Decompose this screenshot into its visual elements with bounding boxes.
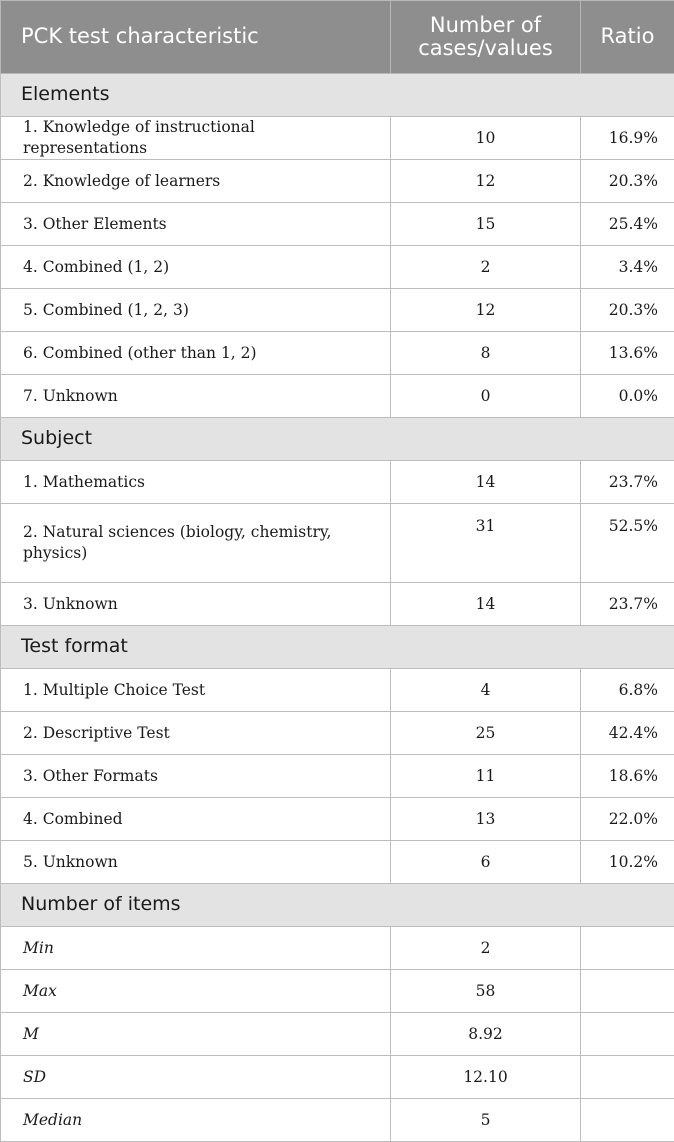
row-ratio: 18.6% xyxy=(581,755,674,798)
row-ratio-empty xyxy=(581,1013,674,1056)
row-ratio-empty xyxy=(581,1099,674,1142)
row-ratio: 25.4% xyxy=(581,203,674,246)
table-row xyxy=(1,117,674,160)
section-row-subject xyxy=(1,418,674,461)
row-ratio: 0.0% xyxy=(581,375,674,418)
section-row-elements xyxy=(1,74,674,117)
row-value: 12 xyxy=(391,160,581,203)
row-ratio: 10.2% xyxy=(581,841,674,884)
row-label: 1. Knowledge of instructional representations xyxy=(1,117,391,160)
row-ratio: 16.9% xyxy=(581,117,674,160)
row-label: 3. Unknown xyxy=(1,583,391,626)
table-row xyxy=(1,504,674,583)
table-row xyxy=(1,461,674,504)
row-ratio: 3.4% xyxy=(581,246,674,289)
table-header xyxy=(1,1,674,74)
row-label: 3. Other Elements xyxy=(1,203,391,246)
row-value: 8 xyxy=(391,332,581,375)
row-value: 4 xyxy=(391,669,581,712)
table-row xyxy=(1,1013,674,1056)
row-label: Min xyxy=(1,927,391,970)
row-label: 2. Knowledge of learners xyxy=(1,160,391,203)
row-label: 1. Multiple Choice Test xyxy=(1,669,391,712)
table-row xyxy=(1,332,674,375)
row-value: 5 xyxy=(391,1099,581,1142)
row-label: Max xyxy=(1,970,391,1013)
table-row xyxy=(1,375,674,418)
row-ratio: 20.3% xyxy=(581,289,674,332)
table-row xyxy=(1,755,674,798)
table-row xyxy=(1,289,674,332)
section-row-test-format xyxy=(1,626,674,669)
row-value: 2 xyxy=(391,246,581,289)
section-title: Number of items xyxy=(1,884,674,927)
table-row xyxy=(1,203,674,246)
row-ratio: 22.0% xyxy=(581,798,674,841)
header-row xyxy=(1,1,674,74)
row-value: 14 xyxy=(391,583,581,626)
table-row xyxy=(1,841,674,884)
header-number-of-cases: Number of cases/values xyxy=(391,1,581,74)
section-title: Elements xyxy=(1,74,674,117)
header-characteristic: PCK test characteristic xyxy=(1,1,391,74)
row-label: 6. Combined (other than 1, 2) xyxy=(1,332,391,375)
row-label: 1. Mathematics xyxy=(1,461,391,504)
row-label: 2. Descriptive Test xyxy=(1,712,391,755)
row-label: 5. Unknown xyxy=(1,841,391,884)
row-ratio-empty xyxy=(581,927,674,970)
table-row xyxy=(1,970,674,1013)
table-row xyxy=(1,1056,674,1099)
table-row xyxy=(1,160,674,203)
row-value: 14 xyxy=(391,461,581,504)
row-ratio: 13.6% xyxy=(581,332,674,375)
table-row xyxy=(1,1099,674,1142)
table-row xyxy=(1,669,674,712)
row-value: 8.92 xyxy=(391,1013,581,1056)
row-label: Median xyxy=(1,1099,391,1142)
row-value: 0 xyxy=(391,375,581,418)
row-label: 7. Unknown xyxy=(1,375,391,418)
row-value: 58 xyxy=(391,970,581,1013)
row-label: M xyxy=(1,1013,391,1056)
row-value: 15 xyxy=(391,203,581,246)
row-value: 31 xyxy=(391,504,581,583)
section-title: Subject xyxy=(1,418,674,461)
table-row xyxy=(1,246,674,289)
row-label: SD xyxy=(1,1056,391,1099)
row-value: 25 xyxy=(391,712,581,755)
row-value: 12.10 xyxy=(391,1056,581,1099)
row-ratio: 6.8% xyxy=(581,669,674,712)
row-ratio: 23.7% xyxy=(581,583,674,626)
table-row xyxy=(1,927,674,970)
table-row xyxy=(1,798,674,841)
row-ratio-empty xyxy=(581,1056,674,1099)
row-label: 3. Other Formats xyxy=(1,755,391,798)
row-value: 11 xyxy=(391,755,581,798)
header-ratio: Ratio xyxy=(581,1,674,74)
row-value: 10 xyxy=(391,117,581,160)
table-row xyxy=(1,712,674,755)
row-ratio: 23.7% xyxy=(581,461,674,504)
row-value: 2 xyxy=(391,927,581,970)
row-label: 5. Combined (1, 2, 3) xyxy=(1,289,391,332)
table-row xyxy=(1,583,674,626)
section-row-number-of-items xyxy=(1,884,674,927)
row-value: 12 xyxy=(391,289,581,332)
row-label: 4. Combined (1, 2) xyxy=(1,246,391,289)
row-label: 2. Natural sciences (biology, chemistry, physics) xyxy=(1,504,391,583)
row-ratio: 52.5% xyxy=(581,504,674,583)
row-value: 6 xyxy=(391,841,581,884)
row-ratio-empty xyxy=(581,970,674,1013)
row-ratio: 42.4% xyxy=(581,712,674,755)
row-label: 4. Combined xyxy=(1,798,391,841)
section-title: Test format xyxy=(1,626,674,669)
row-ratio: 20.3% xyxy=(581,160,674,203)
row-value: 13 xyxy=(391,798,581,841)
